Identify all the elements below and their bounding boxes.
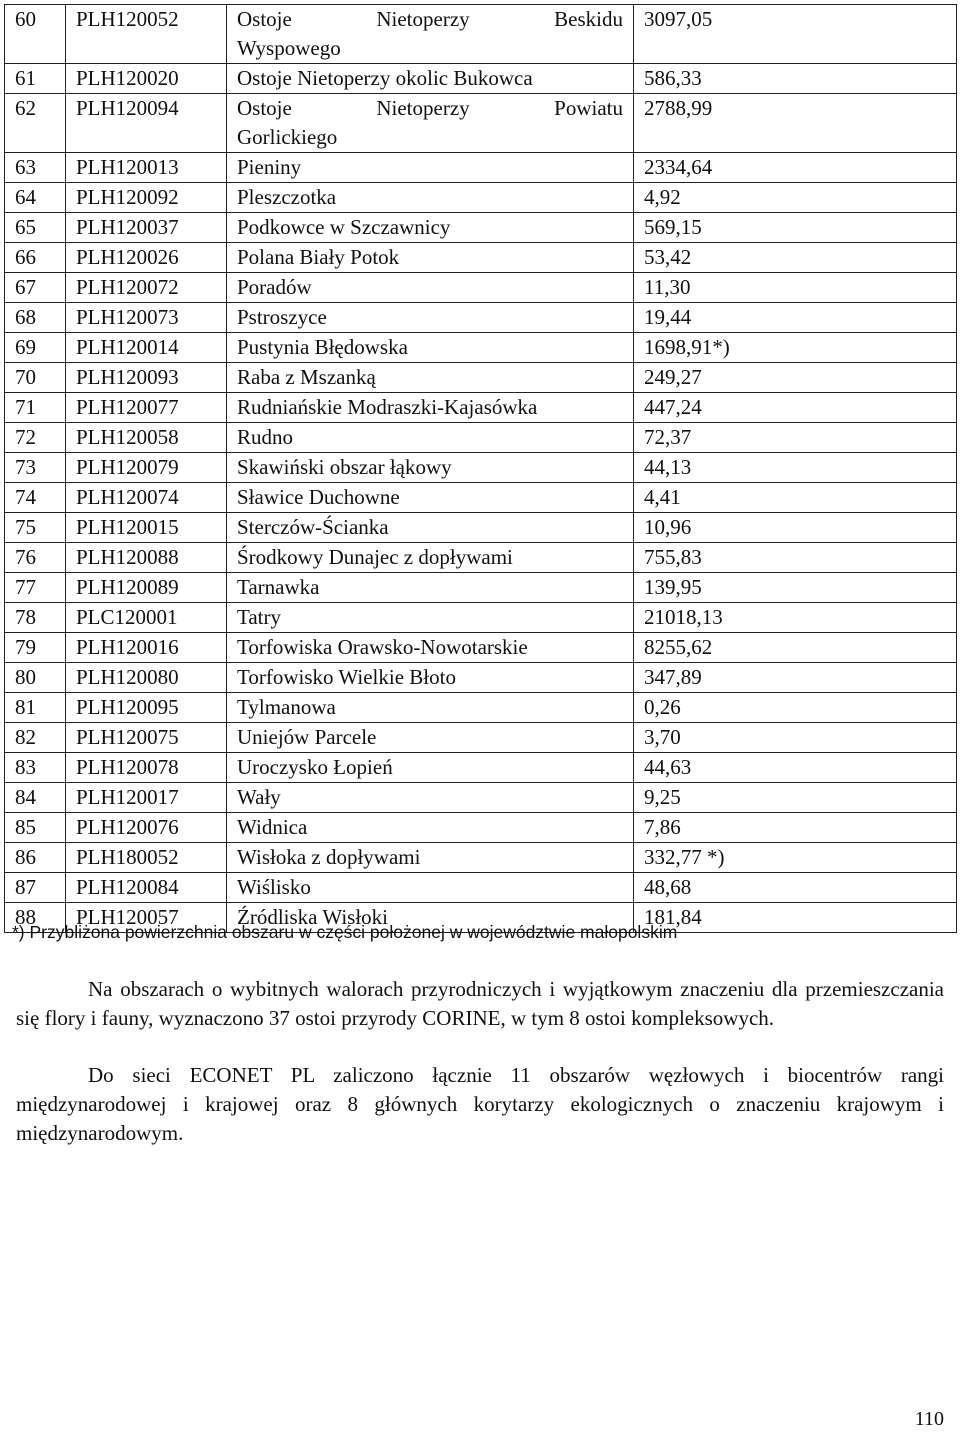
- cell-site-name: Rudno: [227, 423, 634, 453]
- cell-number: 68: [5, 303, 66, 333]
- cell-number: 87: [5, 873, 66, 903]
- cell-area: 181,84: [634, 903, 957, 933]
- table-row: [5, 783, 957, 813]
- cell-number: 83: [5, 753, 66, 783]
- cell-site-code: PLH120093: [66, 363, 227, 393]
- cell-site-name: Wiślisko: [227, 873, 634, 903]
- cell-number: 80: [5, 663, 66, 693]
- table-row: [5, 153, 957, 183]
- cell-area: 44,13: [634, 453, 957, 483]
- table-body: [5, 5, 957, 933]
- table-row: [5, 333, 957, 363]
- cell-site-code: PLH120072: [66, 273, 227, 303]
- cell-number: 77: [5, 573, 66, 603]
- site-name-line-1: Ostoje Nietoperzy Beskidu: [237, 7, 623, 31]
- cell-area: 21018,13: [634, 603, 957, 633]
- cell-site-name: Pstroszyce: [227, 303, 634, 333]
- site-name-line-1: Ostoje Nietoperzy Powiatu: [237, 96, 623, 120]
- cell-site-name: Rudniańskie Modraszki-Kajasówka: [227, 393, 634, 423]
- cell-site-name: Wały: [227, 783, 634, 813]
- cell-area: 2788,99: [634, 94, 957, 153]
- cell-site-code: PLH120020: [66, 64, 227, 94]
- cell-number: 86: [5, 843, 66, 873]
- cell-area: 139,95: [634, 573, 957, 603]
- cell-site-code: PLH120078: [66, 753, 227, 783]
- cell-site-code: PLH120057: [66, 903, 227, 933]
- cell-area: 3097,05: [634, 5, 957, 64]
- cell-site-code: PLH120074: [66, 483, 227, 513]
- cell-number: 69: [5, 333, 66, 363]
- table-row: [5, 363, 957, 393]
- cell-number: 79: [5, 633, 66, 663]
- cell-site-code: PLH120058: [66, 423, 227, 453]
- cell-area: 332,77 *): [634, 843, 957, 873]
- cell-number: 73: [5, 453, 66, 483]
- cell-site-name: Sterczów-Ścianka: [227, 513, 634, 543]
- cell-site-name: Sławice Duchowne: [227, 483, 634, 513]
- site-name-line-2: Gorlickiego: [237, 125, 338, 149]
- paragraph-text: Do sieci ECONET PL zaliczono łącznie 11 obszarów węzłowych i biocentrów rangi międzynarodowej i krajowej oraz 8 głównych korytarzy ekologicznych o znaczeniu krajowym i międzynarodowym.: [16, 1063, 944, 1145]
- cell-site-name: Skawiński obszar łąkowy: [227, 453, 634, 483]
- table-row: [5, 813, 957, 843]
- cell-site-name: Pleszczotka: [227, 183, 634, 213]
- cell-site-code: PLH120037: [66, 213, 227, 243]
- cell-number: 66: [5, 243, 66, 273]
- cell-site-code: PLH120076: [66, 813, 227, 843]
- natura-sites-table: [4, 4, 957, 933]
- cell-number: 61: [5, 64, 66, 94]
- cell-area: 569,15: [634, 213, 957, 243]
- table-row: [5, 663, 957, 693]
- cell-number: 88: [5, 903, 66, 933]
- site-name-line-2: Wyspowego: [237, 36, 341, 60]
- cell-area: 19,44: [634, 303, 957, 333]
- cell-site-code: PLH120026: [66, 243, 227, 273]
- cell-area: 447,24: [634, 393, 957, 423]
- cell-site-name: Tatry: [227, 603, 634, 633]
- cell-number: 81: [5, 693, 66, 723]
- cell-site-code: PLH120088: [66, 543, 227, 573]
- cell-area: 4,41: [634, 483, 957, 513]
- cell-number: 71: [5, 393, 66, 423]
- table-row: [5, 543, 957, 573]
- table-row: [5, 753, 957, 783]
- cell-number: 76: [5, 543, 66, 573]
- table-row: [5, 843, 957, 873]
- paragraph-econet: [16, 1061, 944, 1148]
- cell-site-code: PLH120014: [66, 333, 227, 363]
- cell-site-name: Ostoje Nietoperzy okolic Bukowca: [227, 64, 634, 94]
- cell-site-name: Podkowce w Szczawnicy: [227, 213, 634, 243]
- cell-site-code: PLH120084: [66, 873, 227, 903]
- table-row: [5, 64, 957, 94]
- cell-area: 44,63: [634, 753, 957, 783]
- table-row: [5, 213, 957, 243]
- cell-site-code: PLH180052: [66, 843, 227, 873]
- table-row: [5, 393, 957, 423]
- cell-site-name: Widnica: [227, 813, 634, 843]
- cell-site-code: PLH120073: [66, 303, 227, 333]
- cell-site-name: Poradów: [227, 273, 634, 303]
- cell-site-code: PLH120075: [66, 723, 227, 753]
- table-row: [5, 94, 957, 153]
- table-row: [5, 693, 957, 723]
- table-row: [5, 513, 957, 543]
- cell-site-code: PLH120052: [66, 5, 227, 64]
- cell-area: 10,96: [634, 513, 957, 543]
- table-row: [5, 633, 957, 663]
- cell-area: 4,92: [634, 183, 957, 213]
- cell-site-code: PLH120016: [66, 633, 227, 663]
- cell-number: 67: [5, 273, 66, 303]
- table-row: [5, 5, 957, 64]
- table-row: [5, 723, 957, 753]
- cell-area: 1698,91*): [634, 333, 957, 363]
- table-row: [5, 573, 957, 603]
- paragraph-text: Na obszarach o wybitnych walorach przyrodniczych i wyjątkowym znaczeniu dla przemieszczania się flory i fauny, wyznaczono 37 ostoi przyrody CORINE, w tym 8 ostoi kompleksowych.: [16, 977, 944, 1030]
- cell-area: 48,68: [634, 873, 957, 903]
- cell-area: 755,83: [634, 543, 957, 573]
- cell-site-code: PLH120092: [66, 183, 227, 213]
- cell-site-name: Tylmanowa: [227, 693, 634, 723]
- cell-area: 9,25: [634, 783, 957, 813]
- cell-site-code: PLH120015: [66, 513, 227, 543]
- cell-site-code: PLH120089: [66, 573, 227, 603]
- table-row: [5, 453, 957, 483]
- table-row: [5, 483, 957, 513]
- paragraph-corine: [16, 975, 944, 1033]
- page-number: 110: [914, 1408, 944, 1430]
- cell-site-name: Środkowy Dunajec z dopływami: [227, 543, 634, 573]
- cell-site-name: Wisłoka z dopływami: [227, 843, 634, 873]
- cell-site-code: PLH120094: [66, 94, 227, 153]
- cell-site-code: PLH120095: [66, 693, 227, 723]
- cell-number: 65: [5, 213, 66, 243]
- cell-number: 70: [5, 363, 66, 393]
- cell-number: 62: [5, 94, 66, 153]
- cell-number: 85: [5, 813, 66, 843]
- cell-number: 64: [5, 183, 66, 213]
- cell-number: 78: [5, 603, 66, 633]
- cell-site-name: Pieniny: [227, 153, 634, 183]
- table-row: [5, 303, 957, 333]
- cell-site-name: Torfowiska Orawsko-Nowotarskie: [227, 633, 634, 663]
- table-row: [5, 873, 957, 903]
- cell-area: 72,37: [634, 423, 957, 453]
- cell-site-name: [227, 94, 634, 153]
- cell-number: 72: [5, 423, 66, 453]
- cell-area: 3,70: [634, 723, 957, 753]
- cell-number: 82: [5, 723, 66, 753]
- cell-number: 63: [5, 153, 66, 183]
- cell-site-name: Polana Biały Potok: [227, 243, 634, 273]
- cell-area: 11,30: [634, 273, 957, 303]
- cell-area: 7,86: [634, 813, 957, 843]
- cell-area: 0,26: [634, 693, 957, 723]
- cell-site-name: Uroczysko Łopień: [227, 753, 634, 783]
- table-row: [5, 183, 957, 213]
- cell-area: 586,33: [634, 64, 957, 94]
- cell-number: 60: [5, 5, 66, 64]
- cell-site-name: Pustynia Błędowska: [227, 333, 634, 363]
- table-row: [5, 423, 957, 453]
- table-row: [5, 243, 957, 273]
- cell-site-name: Uniejów Parcele: [227, 723, 634, 753]
- cell-area: 2334,64: [634, 153, 957, 183]
- cell-area: 249,27: [634, 363, 957, 393]
- table-row: [5, 273, 957, 303]
- cell-number: 74: [5, 483, 66, 513]
- cell-area: 347,89: [634, 663, 957, 693]
- cell-number: 75: [5, 513, 66, 543]
- cell-site-code: PLH120080: [66, 663, 227, 693]
- cell-site-name: [227, 5, 634, 64]
- cell-site-name: Źródliska Wisłoki: [227, 903, 634, 933]
- cell-area: 8255,62: [634, 633, 957, 663]
- cell-site-name: Raba z Mszanką: [227, 363, 634, 393]
- cell-site-code: PLH120079: [66, 453, 227, 483]
- cell-site-name: Tarnawka: [227, 573, 634, 603]
- cell-site-code: PLH120013: [66, 153, 227, 183]
- table-row: [5, 603, 957, 633]
- cell-site-name: Torfowisko Wielkie Błoto: [227, 663, 634, 693]
- cell-site-code: PLH120017: [66, 783, 227, 813]
- cell-site-code: PLH120077: [66, 393, 227, 423]
- cell-area: 53,42: [634, 243, 957, 273]
- cell-site-code: PLC120001: [66, 603, 227, 633]
- cell-number: 84: [5, 783, 66, 813]
- footnote: *) Przybliżona powierzchnia obszaru w części położonej w województwie małopolskim: [12, 922, 678, 942]
